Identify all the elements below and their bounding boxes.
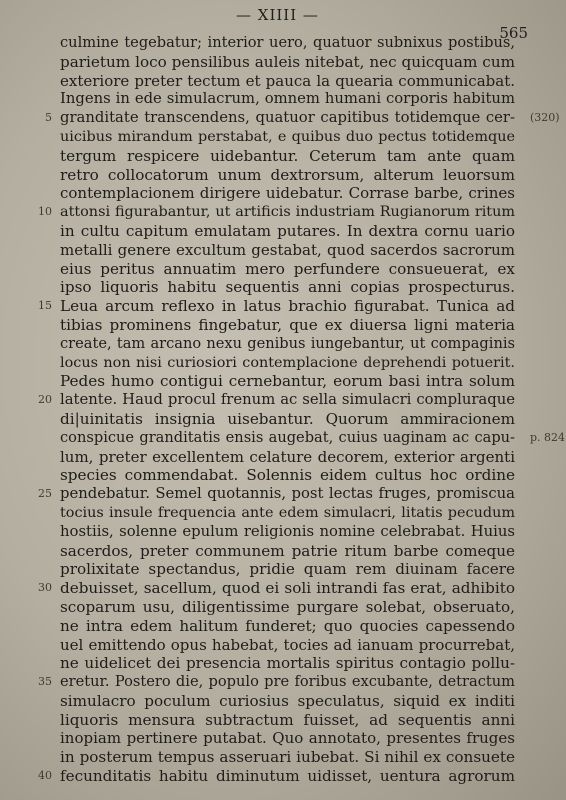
text-line bbox=[60, 523, 515, 542]
line-text: tocius insule frequencia ante edem simulacri, litatis pecudum bbox=[60, 504, 515, 521]
line-text: ipso liquoris habitu sequentis anni copias prospecturus. bbox=[60, 278, 515, 297]
body-text bbox=[38, 34, 566, 786]
line-number: 35 bbox=[38, 675, 52, 689]
line-text: contemplacionem dirigere uidebatur. Corrase barbe, crines bbox=[60, 184, 515, 203]
text-line bbox=[60, 560, 515, 579]
line-text: parietum loco pensilibus auleis nitebat, nec quicquam cum bbox=[60, 52, 515, 71]
line-text: create, tam arcano nexu genibus iungebantur, ut compaginis bbox=[60, 334, 515, 352]
text-line bbox=[60, 504, 515, 523]
text-line bbox=[60, 429, 515, 448]
line-text: sacerdos, preter communem patrie ritum barbe comeque bbox=[60, 541, 515, 560]
running-header bbox=[0, 6, 566, 42]
line-text: uicibus mirandum perstabat, e quibus duo pectus totidemque bbox=[60, 128, 515, 145]
line-number: 15 bbox=[38, 299, 52, 313]
line-text: attonsi figurabantur, ut artificis industriam Rugianorum ritum bbox=[60, 204, 515, 221]
line-text: eius peritus annuatim mero perfundere consueuerat, ex bbox=[60, 259, 515, 278]
line-text: Pedes humo contigui cernebantur, eorum basi intra solum bbox=[60, 372, 515, 391]
line-text: scoparum usu, diligentissime purgare solebat, obseruato, bbox=[60, 597, 515, 616]
line-text: di|uinitatis insignia uisebantur. Quorum ammiracionem bbox=[60, 409, 515, 428]
text-line bbox=[38, 391, 515, 410]
line-text: hostiis, solenne epulum religionis nomine celebrabat. Huius bbox=[60, 522, 515, 540]
line-text: exteriore preter tectum et pauca la quearia communicabat. bbox=[60, 71, 515, 90]
line-number: 5 bbox=[45, 111, 52, 125]
text-line bbox=[60, 53, 515, 72]
line-text: Ingens in ede simulacrum, omnem humani corporis habitum bbox=[60, 90, 515, 108]
text-line bbox=[60, 711, 515, 730]
line-text: species commendabat. Solennis eidem cultus hoc ordine bbox=[60, 466, 515, 485]
line-text: fecunditatis habitu diminutum uidisset, uentura agrorum bbox=[60, 767, 515, 786]
text-line bbox=[60, 166, 515, 185]
line-text: culmine tegebatur; interior uero, quatuor subnixus postibus, bbox=[60, 34, 515, 51]
text-line bbox=[60, 636, 515, 655]
text-line bbox=[60, 278, 515, 297]
line-text: lum, preter excellentem celature decorem, exterior argenti bbox=[60, 447, 515, 466]
line-text: metalli genere excultum gestabat, quod sacerdos sacrorum bbox=[60, 240, 515, 259]
text-line bbox=[60, 448, 515, 467]
line-text: in posterum tempus asseruari iubebat. Si nihil ex consuete bbox=[60, 748, 515, 767]
line-text: eretur. Postero die, populo pre foribus excubante, detractum bbox=[60, 673, 515, 691]
line-text: simulacro poculum curiosius speculatus, siquid ex inditi bbox=[60, 691, 515, 710]
margin-note: (320) bbox=[530, 111, 560, 125]
text-line bbox=[60, 184, 515, 203]
text-line bbox=[60, 748, 515, 767]
line-text: tergum respicere uidebantur. Ceterum tam ante quam bbox=[60, 146, 515, 165]
chapter-heading: — XIIII — bbox=[236, 6, 319, 24]
line-text: conspicue granditatis ensis augebat, cuius uaginam ac capu- bbox=[60, 428, 515, 446]
text-line bbox=[60, 241, 515, 260]
line-text: ne intra edem halitum funderet; quo quocies capessendo bbox=[60, 616, 515, 635]
line-text: in cultu capitum emulatam putares. In dextra cornu uario bbox=[60, 221, 515, 240]
line-text: liquoris mensura subtractum fuisset, ad sequentis anni bbox=[60, 710, 515, 729]
line-text: prolixitate spectandus, pridie quam rem diuinam facere bbox=[60, 560, 515, 579]
text-line bbox=[60, 34, 515, 53]
text-line bbox=[60, 466, 515, 485]
margin-note: p. 824 bbox=[530, 430, 566, 444]
line-text: inopiam pertinere putabat. Quo annotato, presentes fruges bbox=[60, 729, 515, 748]
text-line bbox=[60, 147, 515, 166]
line-text: Leua arcum reflexo in latus brachio figurabat. Tunica ad bbox=[60, 297, 515, 316]
line-text: uel emittendo opus habebat, tocies ad ianuam procurrebat, bbox=[60, 635, 515, 654]
text-line bbox=[60, 222, 515, 241]
text-line bbox=[38, 485, 515, 504]
text-line bbox=[38, 767, 515, 786]
line-number: 20 bbox=[38, 393, 52, 407]
text-line bbox=[60, 316, 515, 335]
text-line bbox=[60, 598, 515, 617]
line-text: debuisset, sacellum, quod ei soli intrandi fas erat, adhibito bbox=[60, 579, 515, 598]
text-line bbox=[38, 579, 515, 598]
text-line bbox=[60, 260, 515, 279]
line-number: 10 bbox=[38, 205, 52, 219]
text-line bbox=[60, 542, 515, 561]
page-number: 565 bbox=[499, 24, 528, 42]
text-line bbox=[60, 72, 515, 91]
text-line bbox=[60, 335, 515, 354]
line-number: 25 bbox=[38, 487, 52, 501]
text-line bbox=[60, 654, 515, 673]
text-line bbox=[60, 617, 515, 636]
line-text: tibias prominens fingebatur, que ex diuersa ligni materia bbox=[60, 315, 515, 334]
text-line bbox=[60, 128, 515, 147]
line-text: retro collocatorum unum dextrorsum, alterum leuorsum bbox=[60, 165, 515, 184]
line-text: pendebatur. Semel quotannis, post lectas fruges, promiscua bbox=[60, 485, 515, 503]
line-number: 30 bbox=[38, 581, 52, 595]
line-text: granditate transcendens, quatuor capitibus totidemque cer- bbox=[60, 109, 515, 127]
line-text: ne uidelicet dei presencia mortalis spiritus contagio pollu- bbox=[60, 654, 515, 673]
text-line bbox=[38, 673, 515, 692]
line-text: latente. Haud procul frenum ac sella simulacri compluraque bbox=[60, 391, 515, 409]
text-line bbox=[38, 297, 515, 316]
text-line bbox=[60, 729, 515, 748]
text-line bbox=[38, 203, 515, 222]
text-line bbox=[60, 372, 515, 391]
line-text: locus non nisi curiosiori contemplacione deprehendi potuerit. bbox=[60, 354, 515, 371]
text-line bbox=[60, 692, 515, 711]
line-number: 40 bbox=[38, 769, 52, 783]
text-line bbox=[45, 109, 515, 128]
text-line bbox=[60, 354, 515, 373]
